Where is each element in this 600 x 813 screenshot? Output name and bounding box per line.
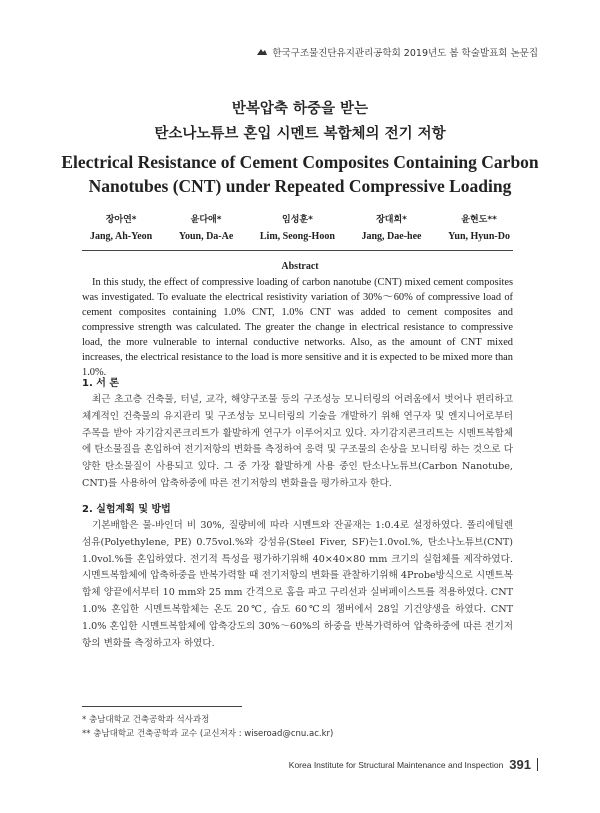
title-english-line1: Electrical Resistance of Cement Composites Containing Carbon <box>61 152 539 172</box>
abstract-text: In this study, the effect of compressive loading of carbon nanotube (CNT) mixed cement composites was investigated. To evaluate the electrical resistivity variation of 30%～60% of compressive load of cement composites containing 1.0% CNT, 1.0% CNT was added to cement composites and compressive strength was calculated. The greater the change in electrical resistance to compressive load, the more vulnerable to internal conductive networks. Also, as the amount of CNT mixed increases, the electrical resistance to the load is more sensitive and it is expected to be mixed more than 1.0%. <box>82 277 513 378</box>
footnote-1: * 충남대학교 건축공학과 석사과정 <box>82 715 210 725</box>
author-item <box>179 212 233 242</box>
abstract-heading: Abstract <box>281 261 319 272</box>
title-english-line2: Nanotubes (CNT) under Repeated Compressive Loading <box>88 176 512 196</box>
author-name-en: Lim, Seong-Hoon <box>259 231 335 242</box>
author-item <box>260 212 335 242</box>
author-name-ko: 장대희* <box>376 215 407 225</box>
page-footer <box>289 757 538 772</box>
section-text-methods: 기본배합은 물-바인더 비 30%, 질량비에 따라 시멘트와 잔골재는 1:0.4로 설정하였다. 폴리에틸렌 섬유(Polyethylene, PE) 0.75vol.%와 강섬유(Steel Fiver, SF)는1.0vol.%, 탄소나노튜브(CNT) 1.0vol.%를 혼입하였다. 전기적 특성을 평가하기위해 40×40×80 mm 크기의 실험체를 제작하였다. 시멘트복합체에 압축하중을 반복가력할 때 전기저항의 변화를 관찰하기위해 4Probe방식으로 시멘트복합체 양끝에서부터 10 mm와 25 mm 간격으로 홈을 파고 구리선과 실버페이스트를 적용하였다. CNT 1.0% 혼입한 시멘트복합체는 온도 20℃, 습도 60℃의 챔버에서 28일 기건양생을 하였다. CNT 1.0% 혼입한 시멘트복합체에 압축강도의 30%～60%의 하중을 반복가력하여 압축하중에 따른 전기저항의 변화를 측정하고자 하였다. <box>82 520 513 649</box>
author-list <box>90 212 510 242</box>
author-item <box>448 212 510 242</box>
title-korean-line1: 반복압축 하중을 받는 <box>231 100 369 117</box>
footer-divider <box>537 758 538 771</box>
author-divider <box>82 250 513 251</box>
author-name-ko: 윤현도** <box>461 215 497 225</box>
section-text-introduction: 최근 초고층 건축물, 터널, 교각, 해양구조물 등의 구조성능 모니터링의 어려움에서 벗어나 편리하고 체계적인 건축물의 유지관리 및 구조성능 모니터링의 기술을 개발하기 위해 연구자 및 엔지니어로부터 주목을 받아 자기감지콘크리트가 활발하게 연구가 이루어지고 있다. 자기감지콘크리트는 시멘트복합체에 탄소물질을 혼입하여 전기저항의 변화를 측정하여 응력 및 구조물의 손상을 모니터링 하는 것으로 다양한 탄소물질이 사용되고 있다. 그 중 가장 활발하게 사용 중인 탄소나노튜브(Carbon Nanotube, CNT)를 사용하여 압축하중에 따른 전기저항의 변화율을 평가하고자 한다. <box>82 394 513 489</box>
footnote-2: ** 충남대학교 건축공학과 교수 (교신저자 : wiseroad@cnu.ac.kr) <box>82 729 334 739</box>
journal-logo-icon <box>256 47 268 57</box>
author-item <box>90 212 152 242</box>
journal-name: 한국구조물진단유지관리공학회 2019년도 봄 학술발표회 논문집 <box>272 48 538 59</box>
author-name-en: Jang, Ah-Yeon <box>90 231 153 242</box>
author-name-ko: 윤다애* <box>190 215 222 225</box>
author-name-en: Youn, Da-Ae <box>178 231 234 242</box>
author-name-ko: 임성훈* <box>282 215 313 225</box>
author-name-en: Yun, Hyun-Do <box>448 231 510 242</box>
journal-header <box>256 45 538 59</box>
section-heading-introduction: 1. 서 론 <box>82 378 120 389</box>
page-number: 391 <box>509 757 531 772</box>
author-name-ko: 장아연* <box>105 215 137 225</box>
footer-organization: Korea Institute for Structural Maintenance and Inspection <box>288 759 504 770</box>
author-item <box>362 212 422 242</box>
footnote-divider <box>82 706 242 707</box>
title-korean-line2: 탄소나노튜브 혼입 시멘트 복합체의 전기 저항 <box>154 125 446 142</box>
author-name-en: Jang, Dae-hee <box>361 231 422 242</box>
section-heading-methods: 2. 실험계획 및 방법 <box>82 504 171 515</box>
